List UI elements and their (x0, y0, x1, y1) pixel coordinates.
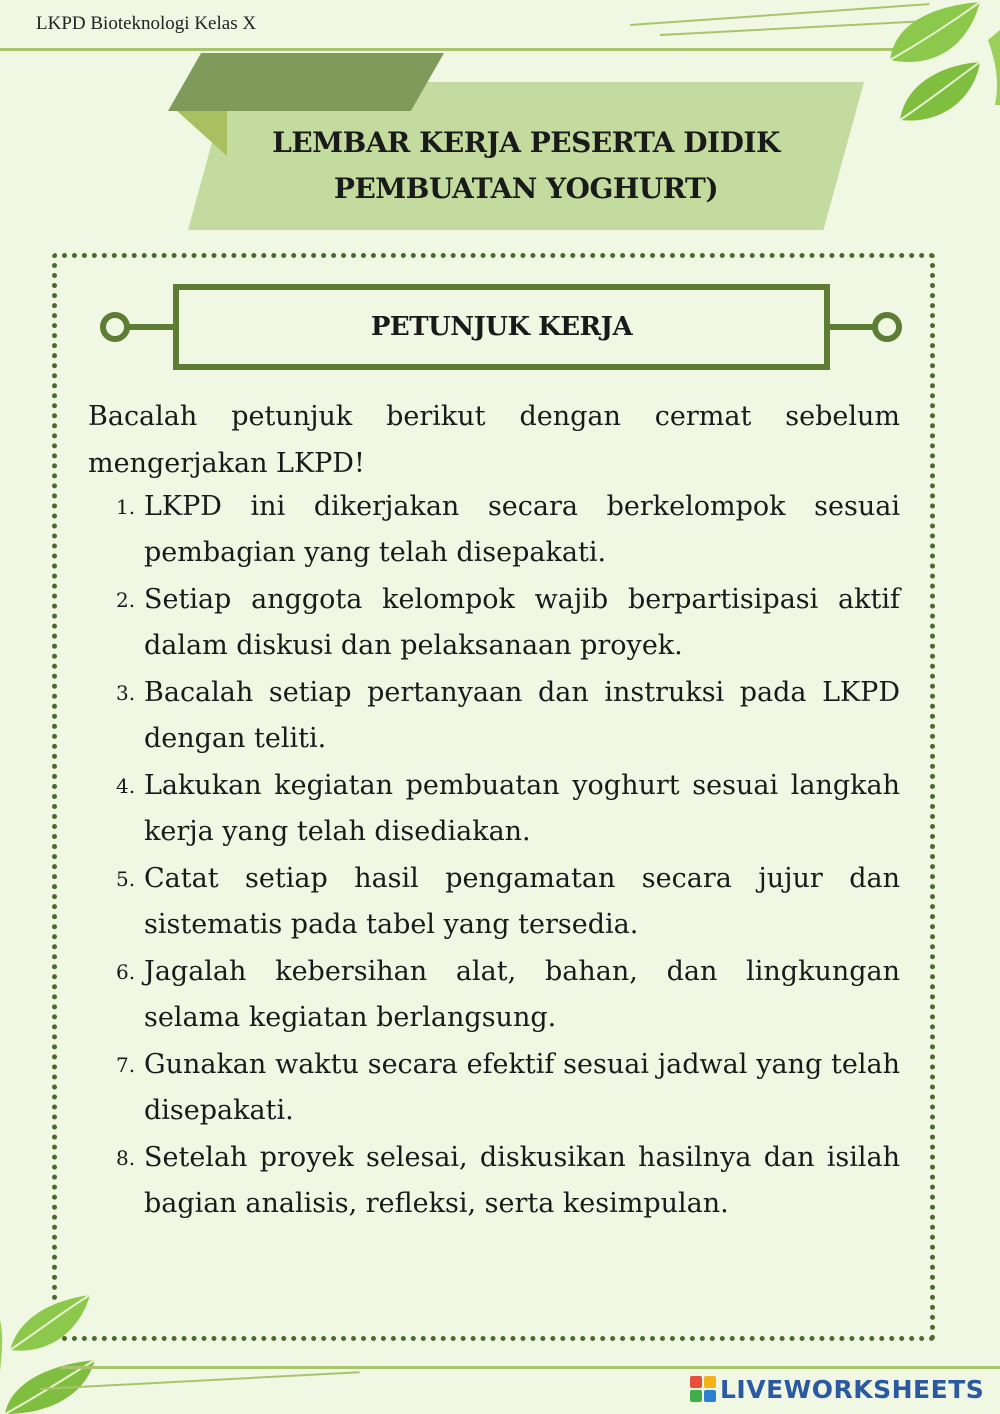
top-divider (0, 48, 930, 51)
page-title-line1: LEMBAR KERJA PESERTA DIDIK (272, 126, 780, 159)
section-title-box (173, 284, 830, 370)
page-title (188, 120, 864, 212)
list-item-text: Gunakan waktu secara efektif sesuai jadwal yang telah disepakati. (144, 1049, 900, 1126)
section-title: PETUNJUK KERJA (370, 312, 633, 342)
ornament-line-left (126, 324, 174, 330)
ornament-circle-right (872, 312, 902, 342)
instruction-list (88, 484, 900, 1228)
list-item-text: Catat setiap hasil pengamatan secara jujur dan sistematis pada tabel yang tersedia. (144, 863, 900, 940)
list-item-number: 7. (116, 1053, 136, 1077)
leaf-cluster-top-right-icon (870, 0, 1000, 135)
bottom-divider (60, 1366, 1000, 1369)
list-item (88, 670, 900, 762)
list-item-text: Lakukan kegiatan pembuatan yoghurt sesuai langkah kerja yang telah disediakan. (144, 770, 900, 847)
list-item (88, 484, 900, 576)
title-banner-accent (168, 53, 444, 111)
page-title-line2: PEMBUATAN YOGHURT) (333, 172, 719, 205)
list-item (88, 949, 900, 1041)
list-item-text: Bacalah setiap pertanyaan dan instruksi pada LKPD dengan teliti. (144, 677, 900, 754)
list-item-number: 5. (116, 867, 136, 891)
list-item-number: 2. (116, 588, 136, 612)
list-item-text: Jagalah kebersihan alat, bahan, dan lingkungan selama kegiatan berlangsung. (144, 956, 900, 1033)
list-item-text: LKPD ini dikerjakan secara berkelompok sesuai pembagian yang telah disepakati. (144, 491, 900, 568)
list-item-number: 4. (116, 774, 136, 798)
list-item (88, 856, 900, 948)
list-item-number: 8. (116, 1146, 136, 1170)
leaf-cluster-bottom-left-icon (0, 1290, 110, 1414)
ornament-line-right (829, 324, 877, 330)
list-item (88, 763, 900, 855)
section-header (100, 284, 900, 370)
list-item (88, 1042, 900, 1134)
list-item-text: Setiap anggota kelompok wajib berpartisipasi aktif dalam diskusi dan pelaksanaan proyek. (144, 584, 900, 661)
header-title: LKPD Bioteknologi Kelas X (36, 13, 257, 34)
list-item-text: Setelah proyek selesai, diskusikan hasilnya dan isilah bagian analisis, refleksi, serta kesimpulan. (144, 1142, 900, 1219)
liveworksheets-logo-icon (690, 1376, 716, 1402)
list-item-number: 3. (116, 681, 136, 705)
liveworksheets-logo (690, 1372, 984, 1406)
list-item-number: 6. (116, 960, 136, 984)
list-item (88, 1135, 900, 1227)
list-item-number: 1. (116, 495, 136, 519)
list-item (88, 577, 900, 669)
brand-text: LIVEWORKSHEETS (720, 1374, 985, 1404)
intro-text: Bacalah petunjuk berikut dengan cermat sebelum mengerjakan LKPD! (88, 401, 900, 479)
